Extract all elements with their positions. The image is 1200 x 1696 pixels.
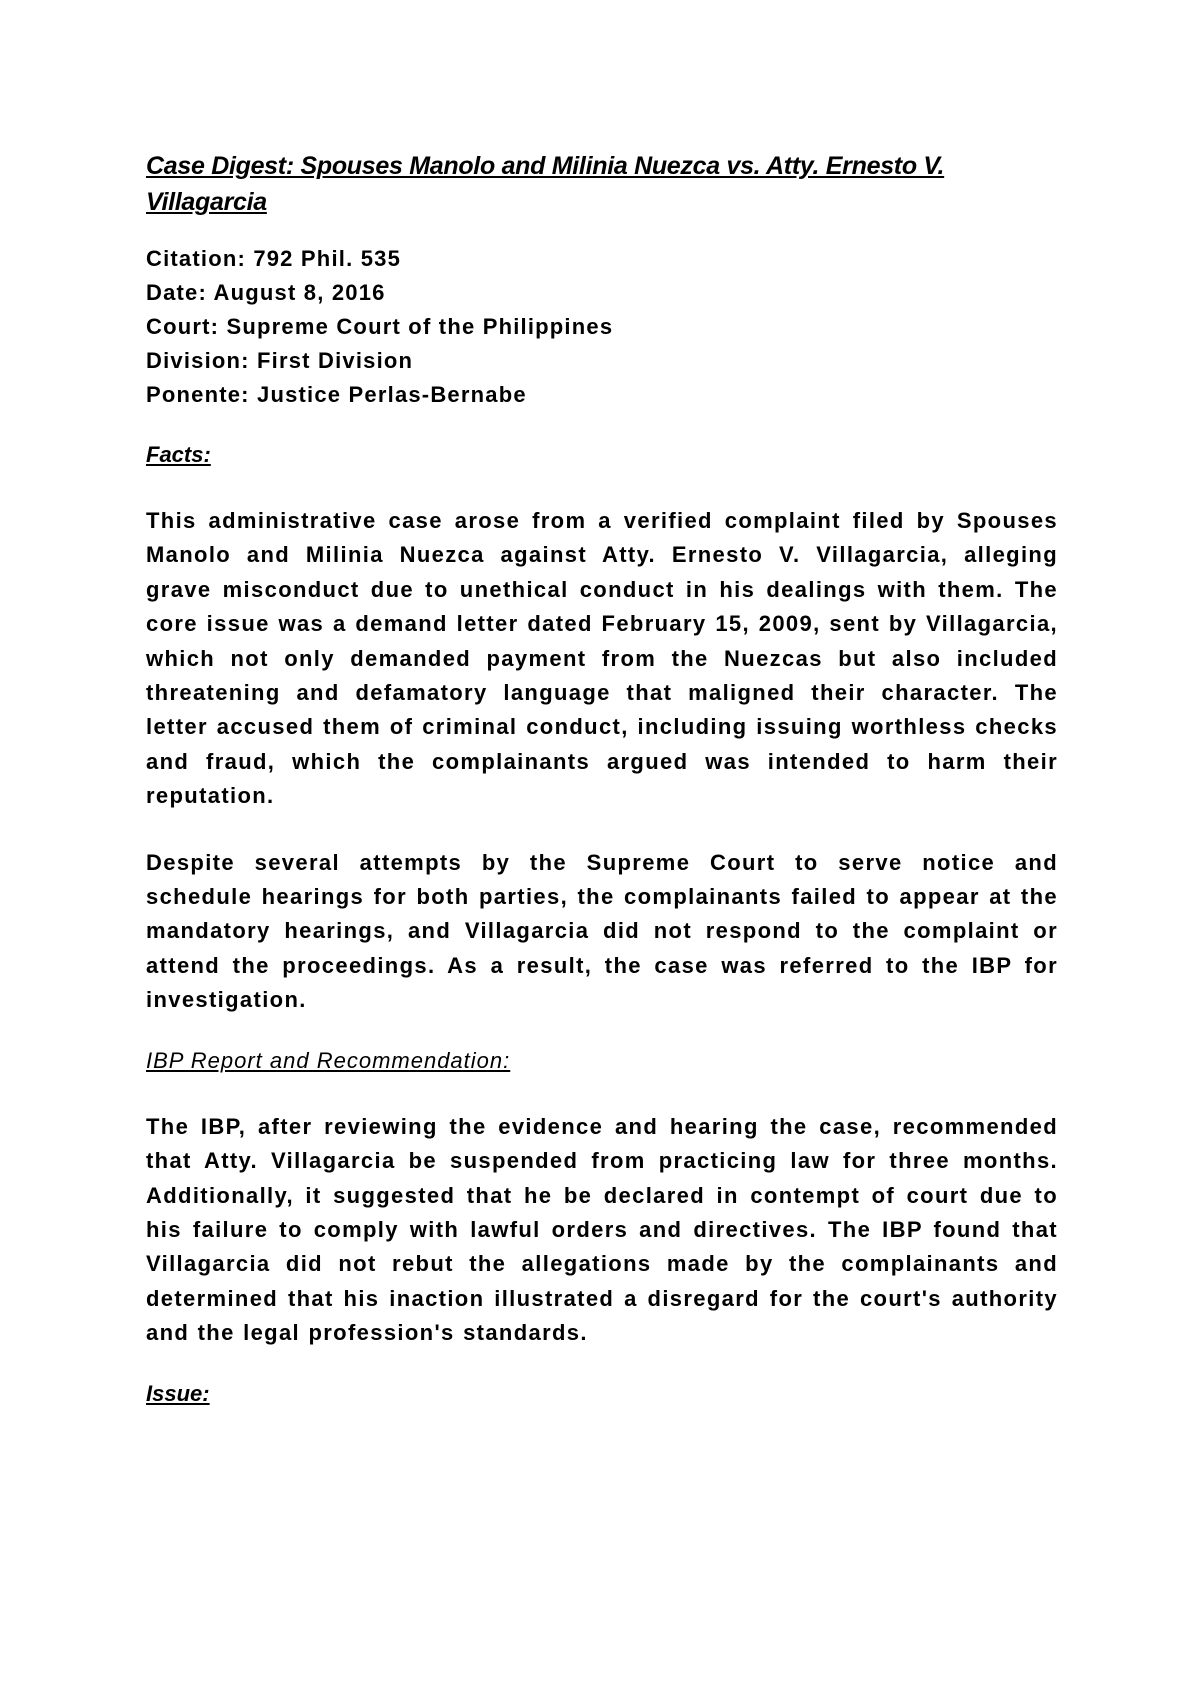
division-line: Division: First Division xyxy=(146,348,414,373)
facts-heading: Facts: xyxy=(146,442,211,467)
ibp-heading: IBP Report and Recommendation: xyxy=(146,1047,511,1073)
case-metadata xyxy=(146,242,1058,412)
ponente-line: Ponente: Justice Perlas-Bernabe xyxy=(146,382,527,407)
court-line: Court: Supreme Court of the Philippines xyxy=(146,314,614,339)
date-line: Date: August 8, 2016 xyxy=(146,280,386,305)
document-title: Case Digest: Spouses Manolo and Milinia Nuezca vs. Atty. Ernesto V. Villagarcia xyxy=(146,152,945,216)
issue-heading: Issue: xyxy=(146,1380,210,1406)
facts-paragraph: Despite several attempts by the Supreme Court to serve notice and schedule hearings for both parties, the complainants failed to appear at the mandatory hearings, and Villagarcia did not respond to the complaint or attend the proceedings. As a result, the case was referred to the IBP for investigation. xyxy=(146,849,1058,1013)
facts-paragraph: This administrative case arose from a verified complaint filed by Spouses Manolo and Milinia Nuezca against Atty. Ernesto V. Villagarcia, alleging grave misconduct due to unethical conduct in his dealings with them. The core issue was a demand letter dated February 15, 2009, sent by Villagarcia, which not only demanded payment from the Nuezcas but also included threatening and defamatory language that maligned their character. The letter accused them of criminal conduct, including issuing worthless checks and fraud, which the complainants argued was intended to harm their reputation. xyxy=(146,508,1058,809)
ibp-paragraph: The IBP, after reviewing the evidence and hearing the case, recommended that Atty. Villagarcia be suspended from practicing law for three months. Additionally, it suggested that he be declared in contempt of court due to his failure to comply with lawful orders and directives. The IBP found that Villagarcia did not rebut the allegations made by the complainants and determined that his inaction illustrated a disregard for the court's authority and the legal profession's standards. xyxy=(146,1113,1058,1346)
citation-line: Citation: 792 Phil. 535 xyxy=(146,246,402,271)
document-page xyxy=(146,148,1058,1411)
